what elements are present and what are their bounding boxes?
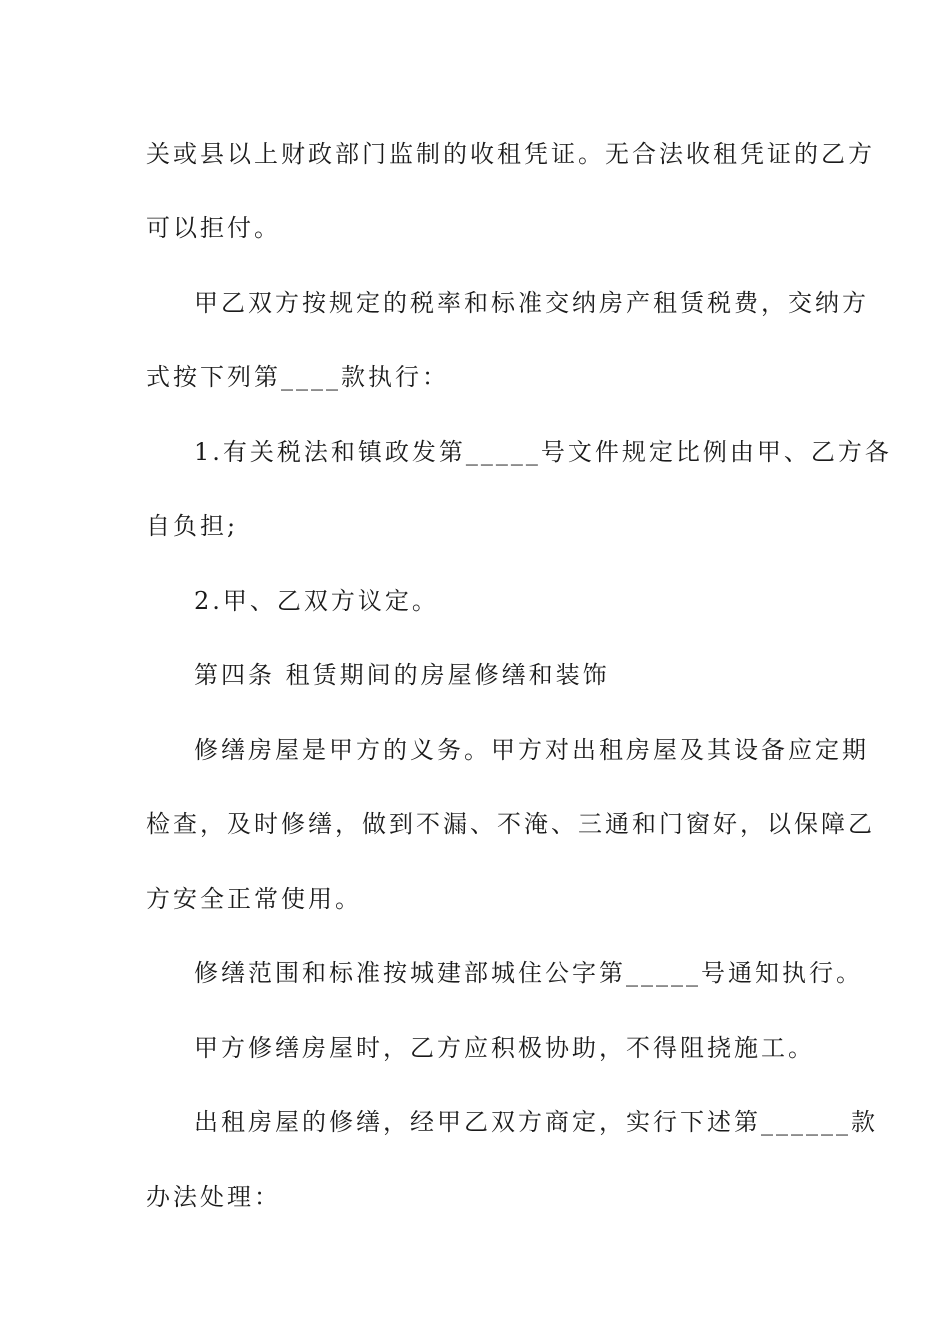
paragraph-start: 修缮房屋是甲方的义务。甲方对出租房屋及其设备应定期 (194, 736, 869, 764)
paragraph-start: 甲方修缮房屋时，乙方应积极协助，不得阻挠施工。 (194, 1034, 815, 1062)
text-line: 式按下列第____款执行： (146, 363, 449, 391)
section-heading: 第四条 租赁期间的房屋修缮和装饰 (194, 661, 610, 689)
text-line: 自负担; (146, 512, 239, 540)
text-line: 办法处理： (146, 1183, 281, 1211)
text-line: 关或县以上财政部门监制的收租凭证。无合法收租凭证的乙方 (146, 140, 875, 168)
paragraph-start: 甲乙双方按规定的税率和标准交纳房产租赁税费，交纳方 (194, 289, 869, 317)
text-line: 可以拒付。 (146, 214, 281, 242)
text-line: 方安全正常使用。 (146, 885, 362, 913)
list-item-1: 1.有关税法和镇政发第_____号文件规定比例由甲、乙方各 (194, 438, 892, 466)
paragraph-start: 修缮范围和标准按城建部城住公字第_____号通知执行。 (194, 959, 863, 987)
paragraph-start: 出租房屋的修缮，经甲乙双方商定，实行下述第______款 (194, 1108, 878, 1136)
text-line: 检查，及时修缮，做到不漏、不淹、三通和门窗好，以保障乙 (146, 810, 875, 838)
list-item-2: 2.甲、乙双方议定。 (194, 587, 439, 615)
